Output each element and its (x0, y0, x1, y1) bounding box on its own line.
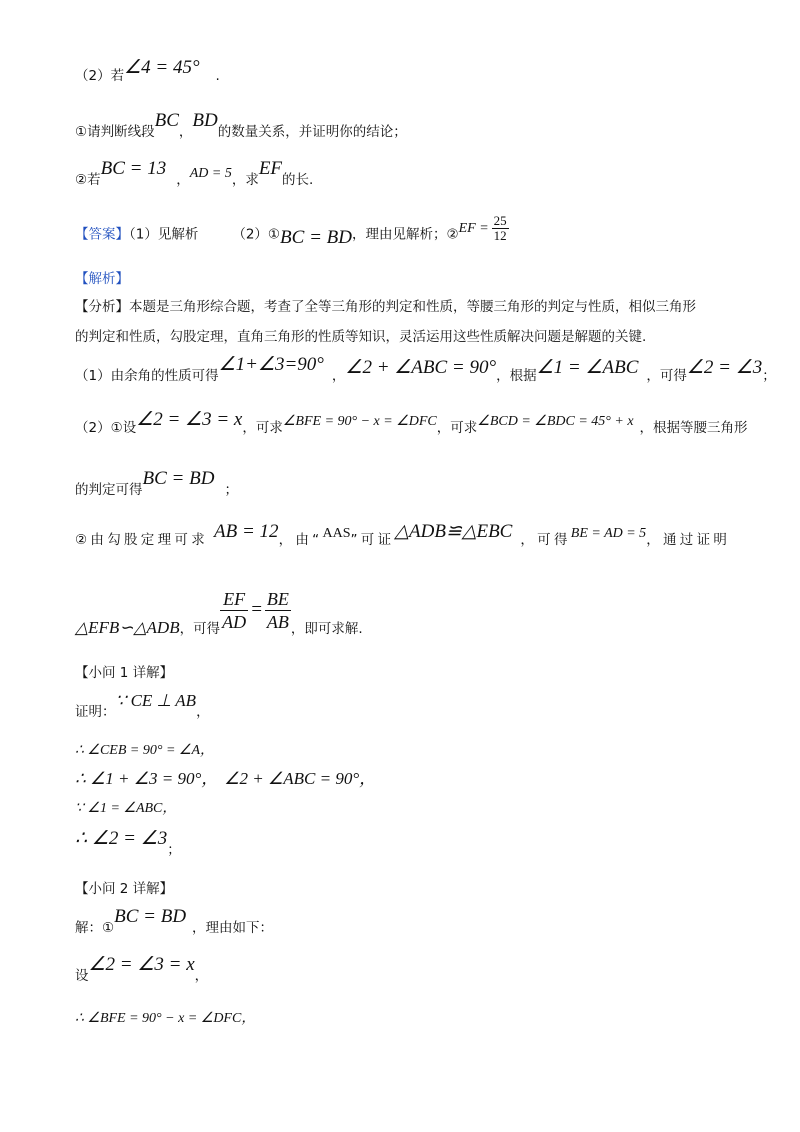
analysis-part-2: （2）①设∠2 = ∠3 = x，可求∠BFE = 90° − x = ∠DFC，可求∠BCD = ∠BDC = 45° + x ，根据等腰三角形 (75, 409, 748, 436)
ab-eq-12: AB = 12 (214, 521, 279, 542)
detail-2-line-3: ∴ ∠BFE = 90° − x = ∠DFC， (75, 1011, 256, 1026)
analysis-part-2b: 的判定可得BC = BD； (75, 468, 238, 498)
answer-tag: 【答案】 (75, 226, 129, 243)
question-2-line: （2）若∠4 = 45° . (75, 57, 220, 84)
ratio-ef-ad: $\frac{EF}{AD}$ (222, 589, 247, 632)
answer-line: 【答案】（1）见解析 （2）①BC = BD，理由见解析；②EF = $\frac{25}{12}$ (75, 213, 507, 248)
analysis-part-1: （1）由余角的性质可得∠1+∠3=90°，∠2 + ∠ABC = 90°，根据∠1 = ∠ABC ，可得∠2 = ∠3； (75, 354, 776, 384)
congruent-adb-ebc: △ADB≌△EBC (394, 521, 513, 542)
angle-2-3-x: ∠2 = ∠3 = x (136, 409, 243, 430)
detail-1-proof-line: 证明：∵ CE ⊥ AB， (75, 691, 210, 720)
analysis-summary-line-1: 【分析】本题是三角形综合题，考查了全等三角形的判定和性质，等腰三角形的判定与性质，相似三角形 (75, 299, 696, 315)
question-2-label: （2）若 (75, 68, 125, 84)
analysis-tag: 【解析】 (75, 271, 129, 287)
detail-1-title: 【小问 1 详解】 (75, 665, 174, 681)
answer-ef: EF = (458, 220, 489, 236)
answer-bc-eq-bd: BC = BD (280, 226, 352, 248)
angle-4-condition: ∠4 = 45° (124, 57, 200, 78)
angle-bfe: ∠BFE = 90° − x = ∠DFC (282, 414, 437, 429)
segment-bd: BD (192, 110, 218, 131)
segment-bc: BC (154, 110, 179, 131)
angle-1-plus-3: ∠1+∠3=90° (218, 354, 324, 375)
ce-perp-ab: ∵ CE ⊥ AB (115, 691, 197, 710)
similar-efb-adb: △EFB∽△ADB (75, 617, 180, 637)
analysis-summary-line-2: 的判定和性质，勾股定理，直角三角形的性质等知识，灵活运用这些性质解决问题是解题的关键. (75, 329, 647, 345)
set-angle-x: ∠2 = ∠3 = x (88, 954, 195, 975)
sub-question-2: ②若BC = 13，AD = 5，求EF的长. (75, 158, 314, 188)
sub-question-1: ①请判断线段BC，BD的数量关系，并证明你的结论； (75, 110, 407, 140)
answer-bc-eq-bd-2: BC = BD (114, 906, 187, 927)
detail-2-title: 【小问 2 详解】 (75, 881, 174, 897)
detail-1-step-4: ∵ ∠1 = ∠ABC， (75, 801, 177, 816)
answer-fraction: $\frac{25}{12}$ (493, 213, 507, 243)
angle-2-eq-3: ∠2 = ∠3 (686, 357, 763, 378)
angle-bcd: ∠BCD = ∠BDC = 45° + x (477, 414, 634, 429)
detail-2-line-1: 解：①BC = BD，理由如下： (75, 906, 274, 936)
ad-value: AD = 5 (189, 166, 232, 181)
detail-1-step-2: ∴ ∠CEB = 90° = ∠A， (75, 743, 214, 758)
detail-1-step-3: ∴ ∠1 + ∠3 = 90°， ∠2 + ∠ABC = 90°， (75, 769, 377, 788)
ef-target: EF (258, 158, 283, 179)
detail-2-line-2: 设∠2 = ∠3 = x， (75, 954, 209, 984)
ratio-be-ab: $\frac{BE}{AB}$ (266, 589, 289, 632)
bc-eq-bd: BC = BD (142, 468, 215, 489)
analysis-part-3: ②由勾股定理可求 AB = 12，由“AAS”可证△ADB≌△EBC ，可得BE = AD = 5，通过证明 (75, 521, 731, 548)
aas-label: AAS (322, 526, 351, 541)
bc-value: BC = 13 (100, 158, 167, 179)
angle-2-plus-abc: ∠2 + ∠ABC = 90° (345, 357, 497, 378)
angle-1-eq-abc: ∠1 = ∠ABC (536, 357, 639, 378)
analysis-part-4: △EFB∽△ADB，可得 $\frac{EF}{AD}$ = $\frac{BE}{AB}$ ，即可求解. (75, 589, 363, 637)
be-eq-ad: BE = AD = 5 (570, 526, 647, 541)
detail-1-step-5: ∴ ∠2 = ∠3； (75, 828, 181, 858)
